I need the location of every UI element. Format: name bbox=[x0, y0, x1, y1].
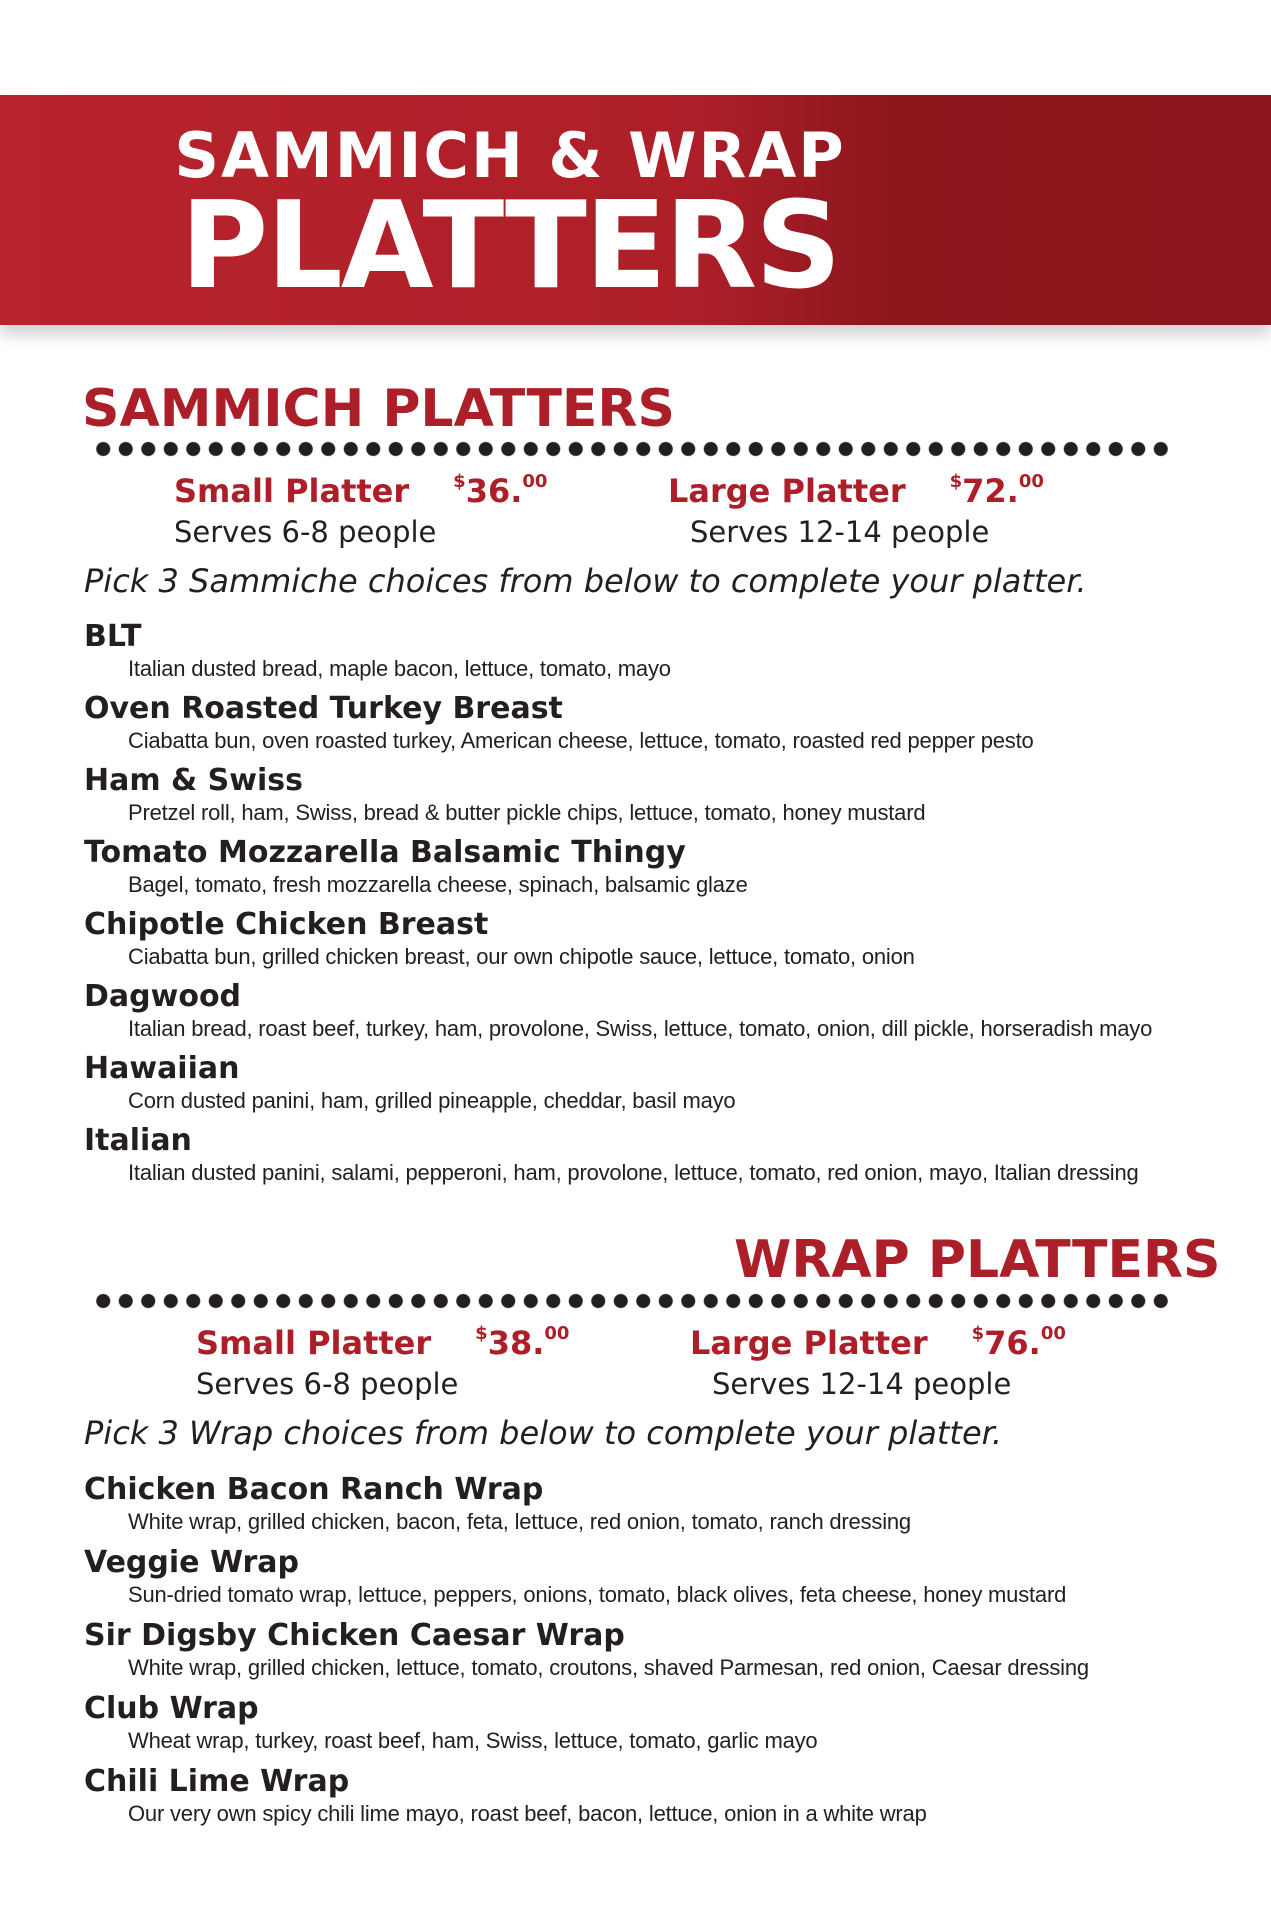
sammich-section-title: SAMMICH PLATTERS bbox=[82, 379, 675, 439]
sammich-item-list bbox=[84, 619, 1204, 1195]
menu-item-description: Pretzel roll, ham, Swiss, bread & butter pickle chips, lettuce, tomato, honey mustard bbox=[128, 800, 926, 825]
menu-item-description: White wrap, grilled chicken, bacon, feta, lettuce, red onion, tomato, ranch dressing bbox=[128, 1509, 911, 1534]
menu-item-description: Italian dusted bread, maple bacon, lettuce, tomato, mayo bbox=[128, 656, 671, 681]
banner-title-line2: PLATTERS bbox=[180, 177, 840, 316]
platter-name: Small Platter bbox=[196, 1324, 432, 1362]
menu-item bbox=[84, 1545, 1204, 1618]
sammich-large-platter bbox=[668, 471, 1044, 549]
platter-name: Large Platter bbox=[668, 472, 906, 510]
platter-name: Small Platter bbox=[174, 472, 410, 510]
price-dollars: 76. bbox=[984, 1324, 1041, 1362]
sammich-small-platter bbox=[174, 471, 548, 549]
wrap-large-platter bbox=[690, 1323, 1066, 1401]
menu-item bbox=[84, 619, 1204, 691]
menu-item-name: Ham & Swiss bbox=[84, 763, 303, 798]
platter-serves: Serves 12-14 people bbox=[712, 1367, 1012, 1401]
menu-item-name: Dagwood bbox=[84, 979, 242, 1014]
menu-item-description: Italian dusted panini, salami, pepperoni, ham, provolone, lettuce, tomato, red onion, mayo, Italian dressing bbox=[128, 1160, 1139, 1185]
price-cents: 00 bbox=[1040, 1323, 1066, 1344]
menu-item-name: Chicken Bacon Ranch Wrap bbox=[84, 1472, 544, 1507]
platter-serves: Serves 6-8 people bbox=[174, 515, 437, 549]
menu-item bbox=[84, 1691, 1204, 1764]
sammich-instruction: Pick 3 Sammiche choices from below to complete your platter. bbox=[84, 562, 1087, 600]
dotted-divider bbox=[92, 441, 1172, 457]
banner-title-line1: SAMMICH & WRAP bbox=[174, 119, 846, 192]
currency-symbol: $ bbox=[475, 1323, 488, 1344]
menu-item bbox=[84, 1051, 1204, 1123]
menu-item bbox=[84, 835, 1204, 907]
currency-symbol: $ bbox=[971, 1323, 985, 1344]
menu-item-description: White wrap, grilled chicken, lettuce, tomato, croutons, shaved Parmesan, red onion, Caesar dressing bbox=[128, 1655, 1089, 1680]
menu-item-name: Oven Roasted Turkey Breast bbox=[84, 691, 563, 726]
currency-symbol: $ bbox=[949, 471, 963, 492]
menu-item bbox=[84, 1472, 1204, 1545]
menu-item-name: Club Wrap bbox=[84, 1691, 259, 1726]
platter-name: Large Platter bbox=[690, 1324, 928, 1362]
menu-item-description: Wheat wrap, turkey, roast beef, ham, Swiss, lettuce, tomato, garlic mayo bbox=[128, 1728, 818, 1753]
wrap-item-list bbox=[84, 1472, 1204, 1837]
wrap-section-title: WRAP PLATTERS bbox=[734, 1230, 1221, 1290]
platter-price bbox=[475, 1323, 570, 1362]
menu-item bbox=[84, 979, 1204, 1051]
menu-item-description: Bagel, tomato, fresh mozzarella cheese, spinach, balsamic glaze bbox=[128, 872, 748, 897]
menu-item-name: Chipotle Chicken Breast bbox=[84, 907, 489, 942]
menu-item bbox=[84, 763, 1204, 835]
menu-item-name: Italian bbox=[84, 1123, 192, 1158]
menu-item-description: Ciabatta bun, oven roasted turkey, American cheese, lettuce, tomato, roasted red pepper pesto bbox=[128, 728, 1034, 753]
wrap-small-platter bbox=[196, 1323, 570, 1401]
price-dollars: 38. bbox=[487, 1324, 545, 1362]
dotted-divider bbox=[92, 1293, 1172, 1309]
wrap-instruction: Pick 3 Wrap choices from below to complete your platter. bbox=[84, 1414, 1003, 1452]
menu-item-description: Italian bread, roast beef, turkey, ham, provolone, Swiss, lettuce, tomato, onion, dill pickle, horseradish mayo bbox=[128, 1016, 1153, 1041]
platter-price bbox=[453, 471, 548, 510]
menu-item-description: Sun-dried tomato wrap, lettuce, peppers, onions, tomato, black olives, feta cheese, honey mustard bbox=[128, 1582, 1067, 1607]
platter-serves: Serves 6-8 people bbox=[196, 1367, 459, 1401]
platter-serves: Serves 12-14 people bbox=[690, 515, 990, 549]
price-cents: 00 bbox=[544, 1323, 570, 1344]
platter-price bbox=[971, 1323, 1066, 1362]
menu-item bbox=[84, 907, 1204, 979]
header-banner bbox=[0, 95, 1271, 325]
price-dollars: 72. bbox=[962, 472, 1019, 510]
menu-item bbox=[84, 1618, 1204, 1691]
price-dollars: 36. bbox=[465, 472, 523, 510]
menu-item-name: Sir Digsby Chicken Caesar Wrap bbox=[84, 1618, 625, 1653]
menu-item bbox=[84, 691, 1204, 763]
menu-item-description: Ciabatta bun, grilled chicken breast, our own chipotle sauce, lettuce, tomato, onion bbox=[128, 944, 915, 969]
menu-item-description: Corn dusted panini, ham, grilled pineapple, cheddar, basil mayo bbox=[128, 1088, 736, 1113]
menu-item-name: Chili Lime Wrap bbox=[84, 1764, 350, 1799]
currency-symbol: $ bbox=[453, 471, 466, 492]
price-cents: 00 bbox=[1018, 471, 1044, 492]
price-cents: 00 bbox=[522, 471, 548, 492]
platter-price bbox=[949, 471, 1044, 510]
menu-item-name: Tomato Mozzarella Balsamic Thingy bbox=[84, 835, 686, 870]
menu-item-name: BLT bbox=[84, 619, 142, 654]
menu-item-description: Our very own spicy chili lime mayo, roast beef, bacon, lettuce, onion in a white wrap bbox=[128, 1801, 927, 1826]
menu-item bbox=[84, 1123, 1204, 1195]
menu-item-name: Veggie Wrap bbox=[84, 1545, 300, 1580]
menu-item-name: Hawaiian bbox=[84, 1051, 240, 1086]
menu-item bbox=[84, 1764, 1204, 1837]
